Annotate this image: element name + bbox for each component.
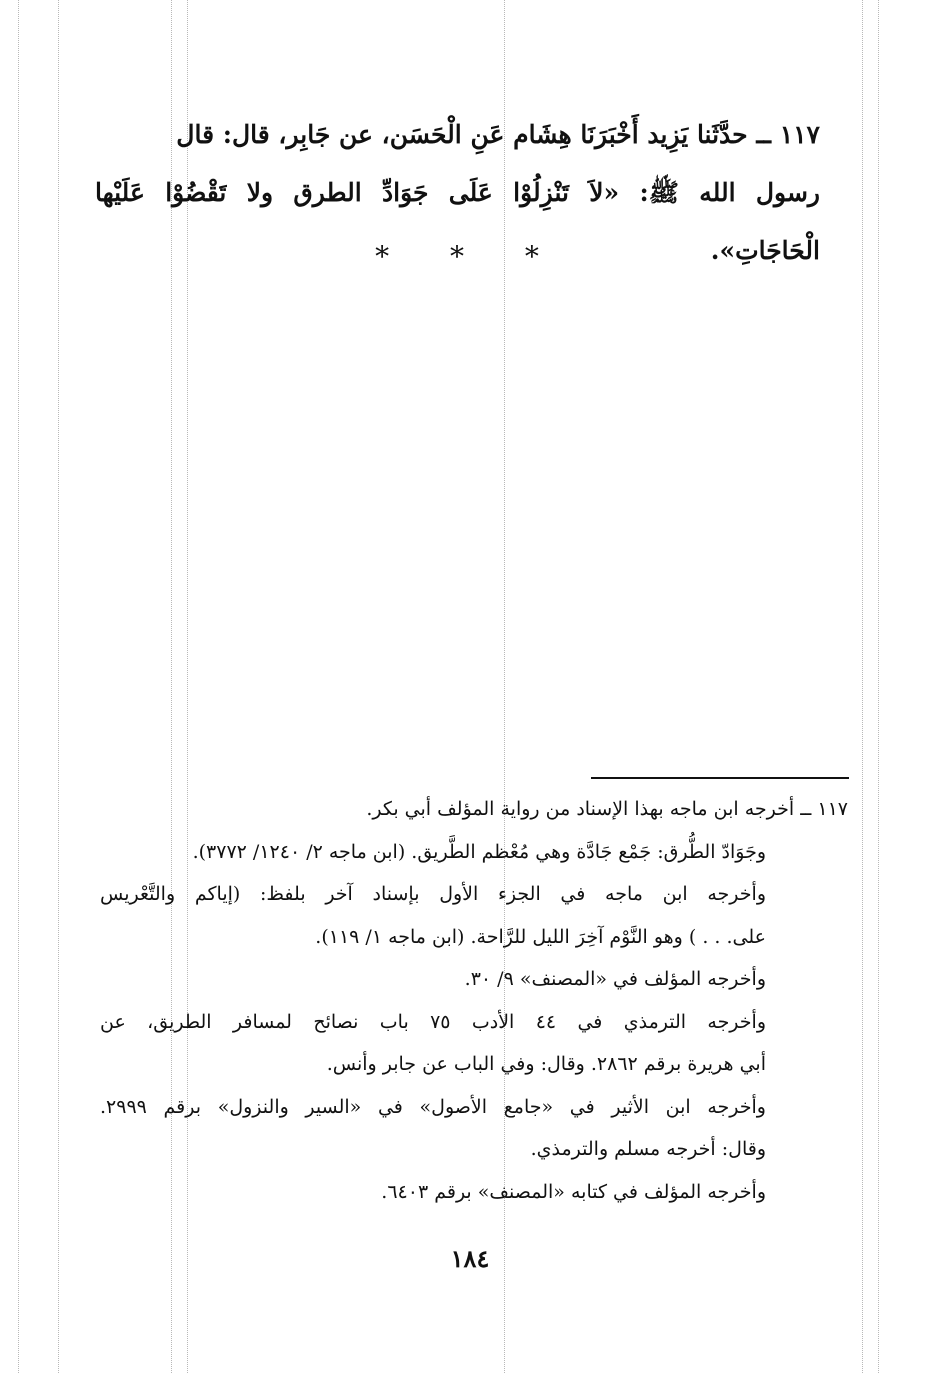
footnote-separator-line	[591, 777, 849, 779]
footnote-line: وأخرجه المؤلف في كتابه «المصنف» برقم ٦٤٠٣.	[381, 1180, 766, 1203]
footnote-line: على. . . ) وهو النَّوْم آخِرَ الليل للرَّاحة. (ابن ماجه ١/ ١١٩).	[315, 925, 766, 948]
footnote-line: وقال: أخرجه مسلم والترمذي.	[530, 1138, 766, 1160]
footnote-line: وجَوَادّ الطُّرق: جَمْع جَادَّة وهي مُعْظم الطَّريق. (ابن ماجه ٢/ ١٢٤٠/ ٣٧٧٢).	[192, 840, 766, 863]
scan-line	[878, 0, 879, 1373]
footnote-line: وأخرجه ابن الأثير في «جامع الأصول» في «السير والنزول» برقم ٢٩٩٩.	[100, 1095, 766, 1118]
footnotes	[100, 788, 848, 1213]
hadith-line-1: ١١٧ ــ حدَّثَنا يَزِيد أَخْبَرَنَا هِشَام عَنِ الْحَسَن، عن جَابِر، قال: قال	[176, 120, 820, 149]
footnote-line: وأخرجه ابن ماجه في الجزء الأول بإسناد آخر بلفظ: (إياكم والتَّعْريس	[100, 883, 766, 905]
footnote-line: ١١٧ ــ أخرجه ابن ماجه بهذا الإسناد من رواية المؤلف أبي بكر.	[366, 798, 848, 820]
footnote-line: وأخرجه المؤلف في «المصنف» ٩/ ٣٠.	[464, 968, 766, 990]
scan-line	[58, 0, 59, 1373]
footnote-line: وأخرجه الترمذي في ٤٤ الأدب ٧٥ باب نصائح لمسافر الطريق، عن	[100, 1010, 766, 1033]
hadith-line-2: رسول الله ﷺ: «لاَ تَنْزِلُوْا عَلَى جَوَادِّ الطرق ولا تَقْضُوْا عَلَيْها الْحَاجَاتِ».	[95, 178, 820, 265]
scan-line	[18, 0, 19, 1373]
section-separator-stars: * * *	[375, 240, 565, 273]
page-number: ١٨٤	[450, 1244, 490, 1273]
scan-line	[862, 0, 863, 1373]
footnote-line: أبي هريرة برقم ٢٨٦٢. وقال: وفي الباب عن جابر وأنس.	[326, 1053, 766, 1075]
